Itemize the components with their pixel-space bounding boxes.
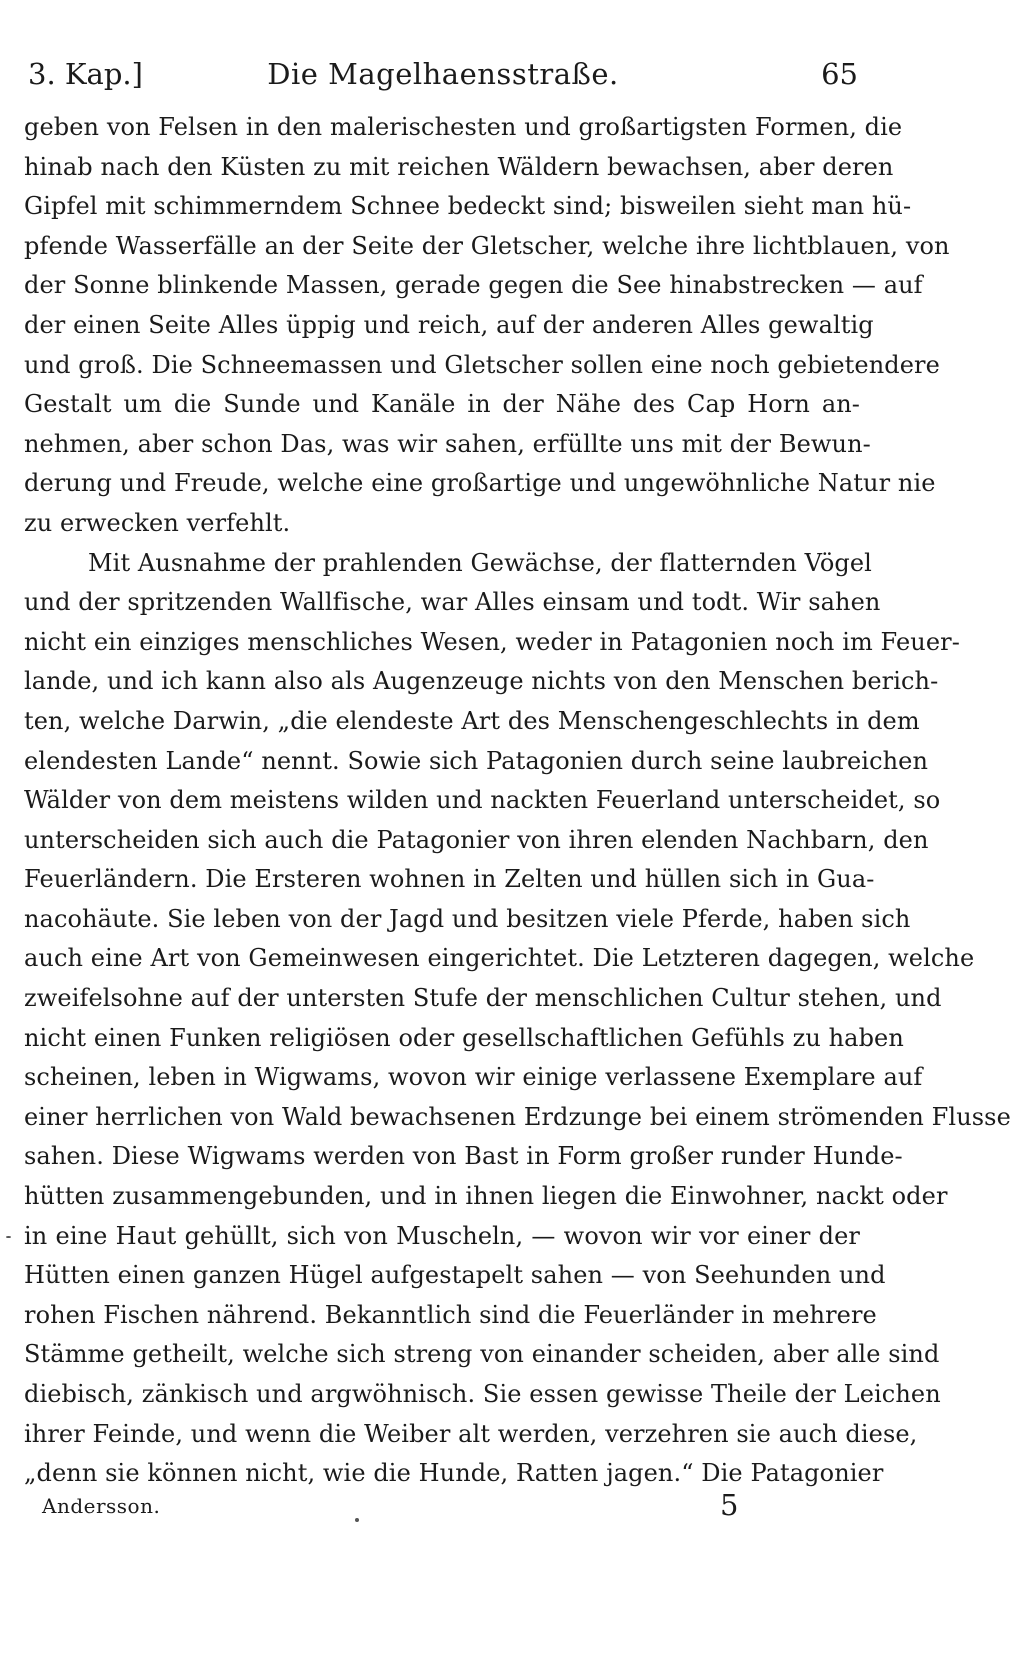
- text-line: Gestalt um die Sunde und Kanäle in der Nähe des Cap Horn an-: [24, 390, 860, 419]
- paragraph: [24, 544, 1011, 1494]
- text-line: derung und Freude, welche eine großartige und ungewöhnliche Natur nie: [24, 469, 936, 498]
- text-line: zweifelsohne auf der untersten Stufe der menschlichen Cultur stehen, und: [24, 984, 942, 1013]
- text-line: der Sonne blinkende Massen, gerade gegen die See hinabstrecken — auf: [24, 271, 923, 300]
- text-line: ihrer Feinde, und wenn die Weiber alt werden, verzehren sie auch diese,: [24, 1419, 918, 1448]
- text-line: und der spritzenden Wallfische, war Alles einsam und todt. Wir sahen: [24, 588, 881, 617]
- signature-mark: 5: [720, 1488, 739, 1522]
- text-line: lande, und ich kann also als Augenzeuge nichts von den Menschen berich-: [24, 667, 939, 696]
- text-line: ten, welche Darwin, „die elendeste Art des Menschengeschlechts in dem: [24, 706, 920, 735]
- text-line: nicht einen Funken religiösen oder gesellschaftlichen Gefühls zu haben: [24, 1023, 904, 1052]
- text-line: nicht ein einziges menschliches Wesen, weder in Patagonien noch im Feuer-: [24, 627, 960, 656]
- text-line: der einen Seite Alles üppig und reich, auf der anderen Alles gewaltig: [24, 310, 874, 339]
- text-line: pfende Wasserfälle an der Seite der Gletscher, welche ihre lichtblauen, von: [24, 231, 950, 260]
- text-line: elendesten Lande“ nennt. Sowie sich Patagonien durch seine laubreichen: [24, 746, 929, 775]
- text-line: in eine Haut gehüllt, sich von Muscheln, — wovon wir vor einer der: [24, 1221, 860, 1250]
- text-line: hütten zusammengebunden, und in ihnen liegen die Einwohner, nackt oder: [24, 1182, 948, 1211]
- page-number: 65: [821, 57, 858, 91]
- text-line: zu erwecken verfehlt.: [24, 508, 291, 537]
- chapter-label: 3. Kap.]: [28, 57, 143, 91]
- text-line: Mit Ausnahme der prahlenden Gewächse, der flatternden Vögel: [88, 548, 872, 577]
- body-text: [24, 108, 1011, 1494]
- text-line: sahen. Diese Wigwams werden von Bast in Form großer runder Hunde-: [24, 1142, 903, 1171]
- text-line: geben von Felsen in den malerischesten und großartigsten Formen, die: [24, 113, 903, 141]
- text-line: einer herrlichen von Wald bewachsenen Erdzunge bei einem strömenden Flusse: [24, 1102, 1011, 1131]
- print-speck: [355, 1518, 359, 1522]
- text-line: Feuerländern. Die Ersteren wohnen in Zelten und hüllen sich in Gua-: [24, 865, 875, 894]
- text-line: scheinen, leben in Wigwams, wovon wir einige verlassene Exemplare auf: [24, 1063, 923, 1092]
- text-line: Stämme getheilt, welche sich streng von einander scheiden, aber alle sind: [24, 1340, 940, 1369]
- print-speck: [6, 1236, 11, 1238]
- text-line: diebisch, zänkisch und argwöhnisch. Sie essen gewisse Theile der Leichen: [24, 1380, 941, 1408]
- text-line: und groß. Die Schneemassen und Gletscher sollen eine noch gebietendere: [24, 350, 940, 379]
- text-line: „denn sie können nicht, wie die Hunde, Ratten jagen.“ Die Patagonier: [24, 1459, 884, 1488]
- text-line: rohen Fischen nährend. Bekanntlich sind die Feuerländer in mehrere: [24, 1300, 877, 1329]
- page-footer: [28, 1490, 858, 1534]
- text-line: unterscheiden sich auch die Patagonier von ihren elenden Nachbarn, den: [24, 825, 929, 854]
- text-line: nacohäute. Sie leben von der Jagd und besitzen viele Pferde, haben sich: [24, 904, 911, 933]
- text-line: auch eine Art von Gemeinwesen eingerichtet. Die Letzteren dagegen, welche: [24, 944, 975, 973]
- text-line: nehmen, aber schon Das, was wir sahen, erfüllte uns mit der Bewun-: [24, 429, 871, 458]
- page-title: Die Magelhaensstraße.: [267, 57, 619, 91]
- running-head: [28, 52, 858, 96]
- text-line: Wälder von dem meistens wilden und nackten Feuerland unterscheidet, so: [24, 786, 941, 815]
- text-line: hinab nach den Küsten zu mit reichen Wäldern bewachsen, aber deren: [24, 152, 894, 181]
- printer-signature: Andersson.: [42, 1494, 161, 1518]
- paragraph: [24, 108, 950, 544]
- text-line: Hütten einen ganzen Hügel aufgestapelt sahen — von Seehunden und: [24, 1261, 886, 1290]
- text-line: Gipfel mit schimmerndem Schnee bedeckt sind; bisweilen sieht man hü-: [24, 192, 912, 221]
